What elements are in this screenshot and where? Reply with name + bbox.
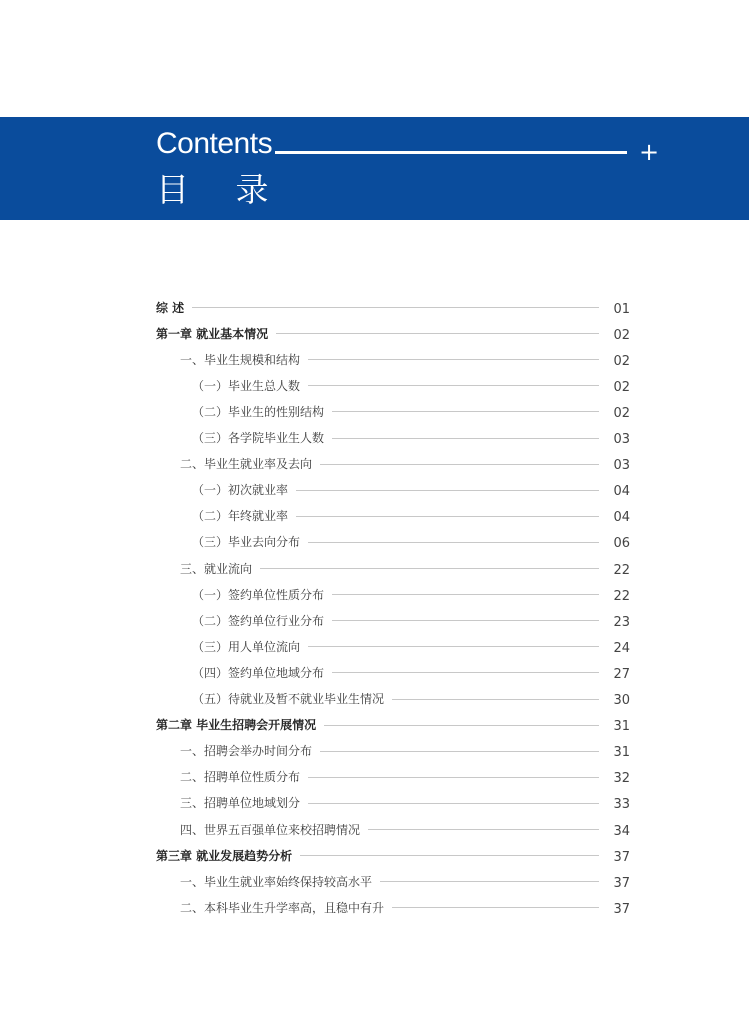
toc-entry-label: 三、招聘单位地域划分 [180, 796, 301, 811]
toc-page-number: 02 [613, 327, 630, 343]
toc-entry-label: 一、毕业生就业率始终保持较高水平 [180, 874, 373, 889]
toc-leader-line [276, 333, 599, 334]
toc-entry-label: （一）初次就业率 [192, 483, 289, 498]
toc-entry-label: （二）年终就业率 [192, 509, 289, 524]
toc-entry-label: （一）毕业生总人数 [192, 378, 301, 393]
toc-entry[interactable] [192, 633, 630, 659]
toc-entry[interactable] [192, 659, 630, 685]
toc-entry-label: （二）签约单位行业分布 [192, 613, 325, 628]
toc-page-number: 30 [613, 693, 630, 708]
toc-page-number: 02 [613, 353, 630, 369]
toc-entry-label: （四）签约单位地域分布 [192, 665, 325, 680]
title-underline [275, 151, 627, 154]
toc-page-number: 32 [613, 771, 630, 787]
toc-entry-label: 第二章 毕业生招聘会开展情况 [156, 718, 317, 733]
toc-entry[interactable] [180, 764, 630, 790]
toc-entry[interactable] [180, 868, 630, 894]
toc-leader-line [308, 542, 599, 543]
toc-entry-label: （三）毕业去向分布 [192, 535, 301, 550]
toc-leader-line [320, 464, 599, 465]
toc-entry-label: （一）签约单位性质分布 [192, 587, 325, 602]
title-english: Contents [156, 127, 273, 160]
toc-entry[interactable] [180, 816, 630, 842]
toc-leader-line [320, 751, 599, 752]
toc-entry-label: 第一章 就业基本情况 [156, 326, 269, 341]
toc-leader-line [332, 672, 599, 673]
toc-entry[interactable] [192, 686, 630, 712]
toc-entry-label: （三）用人单位流向 [192, 639, 301, 654]
toc-entry[interactable] [192, 398, 630, 424]
toc-page-number: 37 [613, 901, 630, 917]
toc-page-number: 27 [613, 666, 630, 682]
toc-page-number: 37 [613, 875, 630, 891]
toc-entry[interactable] [192, 607, 630, 633]
toc-entry-label: 二、本科毕业生升学率高，且稳中有升 [180, 900, 385, 915]
toc-entry[interactable] [192, 477, 630, 503]
toc-page-number: 06 [613, 536, 630, 552]
toc-entry[interactable] [180, 790, 630, 816]
toc-leader-line [332, 438, 599, 439]
toc-leader-line [308, 777, 599, 778]
toc-entry[interactable] [192, 372, 630, 398]
toc-page-number: 02 [613, 405, 630, 421]
toc-entry[interactable] [156, 294, 630, 320]
toc-entry-label: 二、招聘单位性质分布 [180, 770, 301, 785]
toc-entry[interactable] [180, 894, 630, 920]
toc-entry[interactable] [192, 581, 630, 607]
toc-leader-line [332, 411, 599, 412]
toc-leader-line [308, 646, 599, 647]
toc-leader-line [392, 699, 599, 700]
toc-leader-line [300, 855, 599, 856]
toc-page-number: 33 [613, 797, 630, 813]
toc-entry-label: 第三章 就业发展趋势分析 [156, 848, 293, 863]
toc-entry[interactable] [156, 842, 630, 868]
toc-page-number: 31 [613, 745, 630, 761]
toc-entry-label: 二、毕业生就业率及去向 [180, 457, 313, 472]
toc-leader-line [308, 803, 599, 804]
toc-leader-line [332, 594, 599, 595]
toc-page-number: 24 [613, 640, 630, 656]
toc-page-number: 37 [613, 849, 630, 865]
toc-entry[interactable] [180, 555, 630, 581]
toc-page-number: 23 [613, 614, 630, 630]
toc-leader-line [324, 725, 599, 726]
toc-entry[interactable] [192, 425, 630, 451]
toc-entry-label: 三、就业流向 [180, 561, 253, 576]
toc-page-number: 31 [613, 719, 630, 735]
toc-entry-label: （三）各学院毕业生人数 [192, 431, 325, 445]
toc-page-number: 22 [613, 562, 630, 578]
toc-leader-line [296, 490, 599, 491]
toc-leader-line [192, 307, 599, 308]
toc-page-number: 04 [613, 510, 630, 526]
toc-entry[interactable] [180, 451, 630, 477]
toc-leader-line [308, 385, 599, 386]
toc-entry[interactable] [180, 346, 630, 372]
toc-entry[interactable] [192, 503, 630, 529]
toc-leader-line [380, 881, 599, 882]
toc-leader-line [368, 829, 599, 830]
toc-page-number: 22 [613, 588, 630, 604]
toc-entry-label: （二）毕业生的性别结构 [192, 404, 325, 419]
toc-page-number: 01 [613, 301, 630, 317]
toc-entry-label: （五）待就业及暂不就业毕业生情况 [192, 692, 385, 706]
toc-page-number: 04 [613, 484, 630, 500]
toc-entry-label: 一、招聘会举办时间分布 [180, 744, 313, 759]
toc-entry[interactable] [156, 320, 630, 346]
toc-page-number: 03 [613, 432, 630, 447]
toc-entry-label: 四、世界五百强单位来校招聘情况 [180, 822, 361, 837]
toc-page-number: 34 [613, 823, 630, 839]
toc-entry[interactable] [192, 529, 630, 555]
toc-page-number: 02 [613, 379, 630, 395]
toc-page-number: 03 [613, 458, 630, 474]
toc-leader-line [392, 907, 599, 908]
toc-entry[interactable] [180, 738, 630, 764]
toc-entry-label: 综 述 [156, 300, 185, 315]
toc-leader-line [308, 359, 599, 360]
toc-entry-label: 一、毕业生规模和结构 [180, 352, 301, 367]
title-chinese: 目 录 [156, 170, 287, 209]
toc-leader-line [296, 516, 599, 517]
toc-leader-line [260, 568, 599, 569]
plus-icon: + [639, 138, 660, 166]
toc-leader-line [332, 620, 599, 621]
toc-entry[interactable] [156, 712, 630, 738]
title-banner [0, 117, 749, 220]
